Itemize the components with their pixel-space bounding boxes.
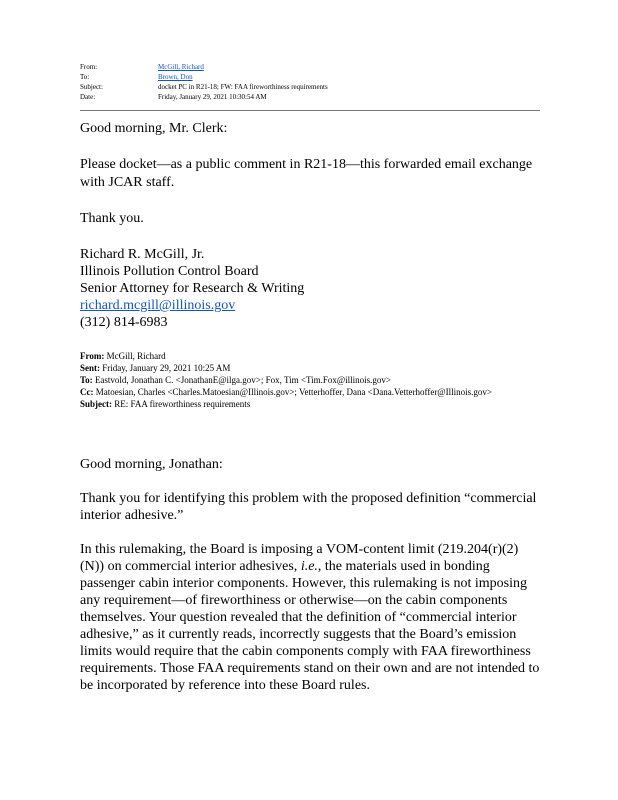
fwd-subject-value: RE: FAA fireworthiness requirements	[114, 399, 251, 409]
fwd-to-row	[80, 374, 540, 386]
fwd-cc-row	[80, 386, 540, 398]
reply-greeting: Good morning, Jonathan:	[80, 457, 223, 472]
fwd-from-row	[80, 350, 540, 362]
header-to-label: To:	[80, 73, 90, 81]
fwd-from-value: McGill, Richard	[106, 351, 166, 361]
fwd-sent-row	[80, 362, 540, 374]
reply-paragraph-2a: In this rulemaking, the Board is imposing a VOM-content limit (219.204(r)(2)(N)) on commercial interior adhesives,	[80, 542, 519, 574]
reply-paragraph-1: Thank you for identifying this problem with the proposed definition “commercial interior adhesive.”	[80, 491, 537, 523]
header-from-row	[80, 62, 540, 72]
fwd-subject-row	[80, 398, 540, 410]
message-body	[80, 120, 540, 331]
fwd-to-label: To:	[80, 375, 93, 385]
fwd-subject-label: Subject:	[80, 399, 112, 409]
forwarded-header	[80, 350, 540, 410]
signature-phone: (312) 814-6983	[80, 315, 168, 330]
header-date-label: Date:	[80, 93, 96, 101]
fwd-sent-label: Sent:	[80, 363, 100, 373]
header-from-label: From:	[80, 63, 98, 71]
reply-ie: i.e.	[300, 559, 318, 574]
signature-email-link[interactable]: richard.mcgill@illinois.gov	[80, 298, 236, 313]
signature-block	[80, 246, 540, 331]
header-to-row	[80, 72, 540, 82]
header-subject-label: Subject:	[80, 83, 103, 91]
message-greeting: Good morning, Mr. Clerk:	[80, 121, 228, 136]
fwd-to-value: Eastvold, Jonathan C. <JonathanE@ilga.gov>; Fox, Tim <Tim.Fox@illinois.gov>	[94, 375, 392, 385]
fwd-from-label: From:	[80, 351, 105, 361]
reply-body	[80, 456, 540, 711]
header-subject-value: docket PC in R21-18; FW: FAA fireworthiness requirements	[158, 83, 328, 91]
header-date-row	[80, 92, 540, 102]
signature-title: Senior Attorney for Research & Writing	[80, 281, 305, 296]
fwd-cc-label: Cc:	[80, 387, 94, 397]
fwd-cc-value: Matoesian, Charles <Charles.Matoesian@Illinois.gov>; Vetterhoffer, Dana <Dana.Vetterhoffer@Illinois.gov>	[95, 387, 492, 397]
message-thanks: Thank you.	[80, 211, 144, 226]
signature-name: Richard R. McGill, Jr.	[80, 247, 205, 262]
fwd-sent-value: Friday, January 29, 2021 10:25 AM	[102, 363, 231, 373]
reply-paragraph-2	[80, 541, 540, 694]
header-from-link[interactable]: McGill, Richard	[158, 63, 204, 71]
header-subject-row	[80, 82, 540, 92]
header-date-value: Friday, January 29, 2021 10:30:54 AM	[158, 93, 267, 101]
header-divider	[80, 110, 540, 111]
message-request: Please docket—as a public comment in R21-18—this forwarded email exchange with JCAR staff.	[80, 157, 533, 190]
signature-org: Illinois Pollution Control Board	[80, 264, 259, 279]
reply-paragraph-2b: , the materials used in bonding passenger cabin interior components. However, this rulemaking is not imposing any requirement—of fireworthiness or otherwise—on the cabin components themselves. Your question revealed that the definition of “commercial interior adhesive,” as it currently reads, incorrectly suggests that the Board’s emission limits would require that the cabin components comply with FAA fireworthiness requirements. Those FAA requirements stand on their own and are not intended to be incorporated by reference into these Board rules.	[80, 559, 540, 693]
email-header	[80, 62, 540, 102]
header-to-link[interactable]: Brown, Don	[158, 73, 193, 81]
